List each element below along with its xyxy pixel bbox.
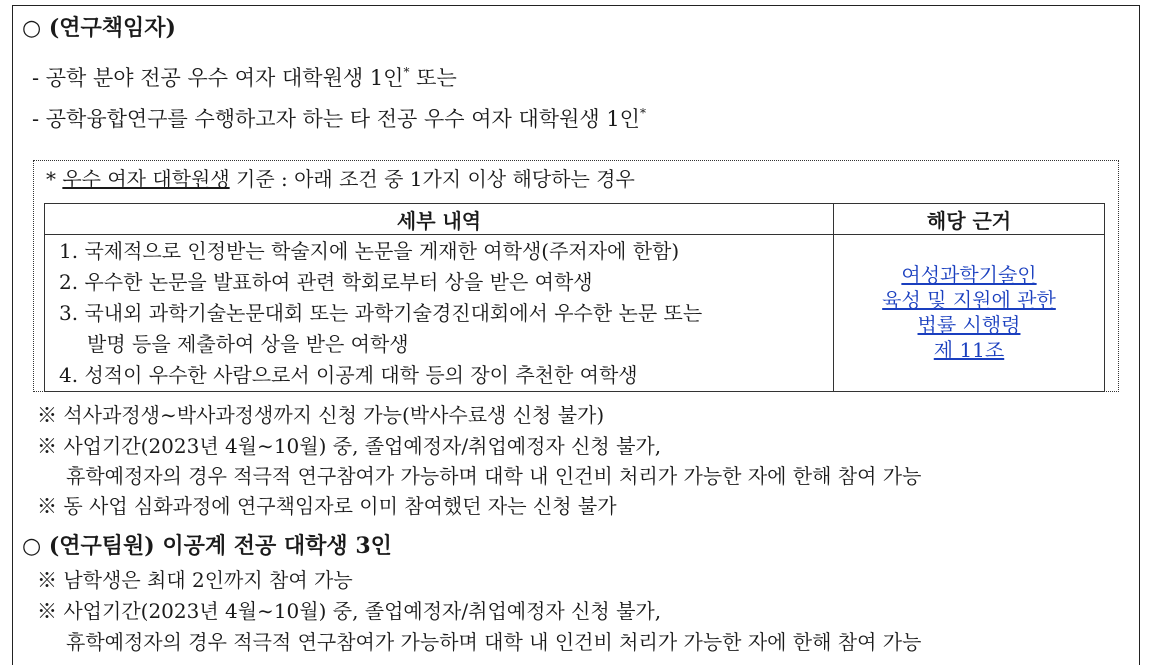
criteria-items-cell <box>45 235 834 392</box>
legal-basis-line: 여성과학기술인 <box>901 263 1037 287</box>
team-note-2-continued: 휴학예정자의 경우 적극적 연구참여가 가능하며 대학 내 인건비 처리가 가능한 자에 한해 참여 가능 <box>66 630 922 654</box>
lead-note-2: ※ 사업기간(2023년 4월∼10월) 중, 졸업예정자/취업예정자 신청 불가, <box>37 434 662 458</box>
lead-requirement-1: - 공학 분야 전공 우수 여자 대학원생 1인* 또는 <box>32 65 457 90</box>
lead-researcher-heading: ○ (연구책임자) <box>22 15 176 41</box>
lead-note-3: ※ 동 사업 심화과정에 연구책임자로 이미 참여했던 자는 신청 불가 <box>37 494 617 518</box>
table-header-details: 세부 내역 <box>45 204 834 235</box>
legal-basis-line: 제 11조 <box>933 338 1005 362</box>
criteria-item-continued: 발명 등을 제출하여 상을 받은 여학생 <box>87 332 409 356</box>
criteria-item: 1. 국제적으로 인정받는 학술지에 논문을 게재한 여학생(주저자에 한함) <box>59 239 680 263</box>
criteria-note: * 우수 여자 대학원생 기준 : 아래 조건 중 1가지 이상 해당하는 경우 <box>46 167 635 191</box>
team-note-2: ※ 사업기간(2023년 4월∼10월) 중, 졸업예정자/취업예정자 신청 불가, <box>37 599 662 623</box>
table-header-basis: 해당 근거 <box>834 204 1105 235</box>
team-note-1: ※ 남학생은 최대 2인까지 참여 가능 <box>37 568 353 592</box>
lead-note-2-continued: 휴학예정자의 경우 적극적 연구참여가 가능하며 대학 내 인건비 처리가 가능한 자에 한해 참여 가능 <box>66 464 922 488</box>
team-member-heading: ○ (연구팀원) 이공계 전공 대학생 3인 <box>22 533 392 559</box>
legal-basis-link[interactable] <box>834 235 1105 392</box>
lead-note-1: ※ 석사과정생∼박사과정생까지 신청 가능(박사수료생 신청 불가) <box>37 403 605 427</box>
legal-basis-line: 법률 시행령 <box>917 313 1021 337</box>
criteria-item: 2. 우수한 논문을 발표하여 관련 학회로부터 상을 받은 여학생 <box>59 270 593 294</box>
criteria-item: 3. 국내외 과학기술논문대회 또는 과학기술경진대회에서 우수한 논문 또는 <box>59 301 703 325</box>
criteria-table <box>44 203 1105 392</box>
criteria-item: 4. 성적이 우수한 사람으로서 이공계 대학 등의 장이 추천한 여학생 <box>59 363 638 387</box>
lead-requirement-2: - 공학융합연구를 수행하고자 하는 타 전공 우수 여자 대학원생 1인* <box>32 106 646 131</box>
legal-basis-line: 육성 및 지원에 관한 <box>882 288 1056 312</box>
